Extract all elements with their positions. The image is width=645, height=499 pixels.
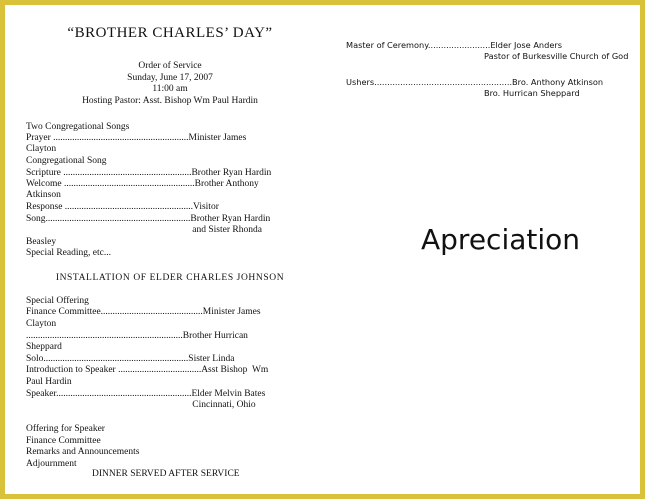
program-line: Paul Hardin — [26, 377, 72, 387]
master-of-ceremony-line: Master of Ceremony........................Elder Jose Anders — [346, 40, 562, 50]
program-line: Song.............................................................Brother Ryan Hardin — [26, 214, 271, 224]
program-line: Atkinson — [26, 190, 61, 200]
program-line: Clayton — [26, 144, 57, 154]
program-line: Remarks and Announcements — [26, 447, 140, 457]
program-line: Cincinnati, Ohio — [26, 400, 256, 410]
event-title: “BROTHER CHARLES’ DAY” — [67, 25, 273, 41]
program-line: Finance Committee — [26, 436, 101, 446]
ushers-line: Ushers.....................................................Bro. Anthony Atkinson — [346, 77, 604, 87]
program-line: Special Reading, etc... — [26, 248, 111, 258]
program-line: Solo.............................................................Sister Linda — [26, 354, 235, 364]
pastor-line: Pastor of Burkesville Church of God — [484, 51, 629, 61]
program-line: Special Offering — [26, 296, 89, 306]
program-line: Clayton — [26, 319, 57, 329]
usher-name-line: Bro. Hurrican Sheppard — [484, 88, 580, 98]
installation-heading: INSTALLATION OF ELDER CHARLES JOHNSON — [55, 273, 285, 283]
program-line: Scripture ......................................................Brother Ryan Hardin — [26, 168, 272, 178]
hosting-pastor: Hosting Pastor: Asst. Bishop Wm Paul Hardin — [82, 96, 258, 106]
service-time: 11:00 am — [152, 84, 188, 94]
program-line: Beasley — [26, 237, 57, 247]
appreciation-heading: Apreciation — [421, 223, 581, 256]
program-line: Congregational Song — [26, 156, 107, 166]
service-date: Sunday, June 17, 2007 — [127, 73, 213, 83]
program-line: Prayer .........................................................Minister James — [26, 133, 247, 143]
program-line: ..................................................................Brother Hurrican — [26, 331, 248, 341]
program-line: Two Congregational Songs — [26, 122, 130, 132]
program-line: Response ......................................................Visitor — [26, 202, 219, 212]
order-of-service-heading: Order of Service — [138, 61, 202, 71]
program-line: Adjournment — [26, 459, 77, 469]
program-line: and Sister Rhonda — [26, 225, 262, 235]
program-line: Offering for Speaker — [26, 424, 105, 434]
dinner-note: DINNER SERVED AFTER SERVICE — [92, 469, 240, 479]
program-line: Speaker.........................................................Elder Melvin Bates — [26, 389, 266, 399]
program-line: Welcome .......................................................Brother Anthony — [26, 179, 259, 189]
program-line: Introduction to Speaker ...................................Asst Bishop Wm — [26, 365, 269, 375]
program-line: Finance Committee...........................................Minister James — [26, 307, 261, 317]
program-line: Sheppard — [26, 342, 62, 352]
